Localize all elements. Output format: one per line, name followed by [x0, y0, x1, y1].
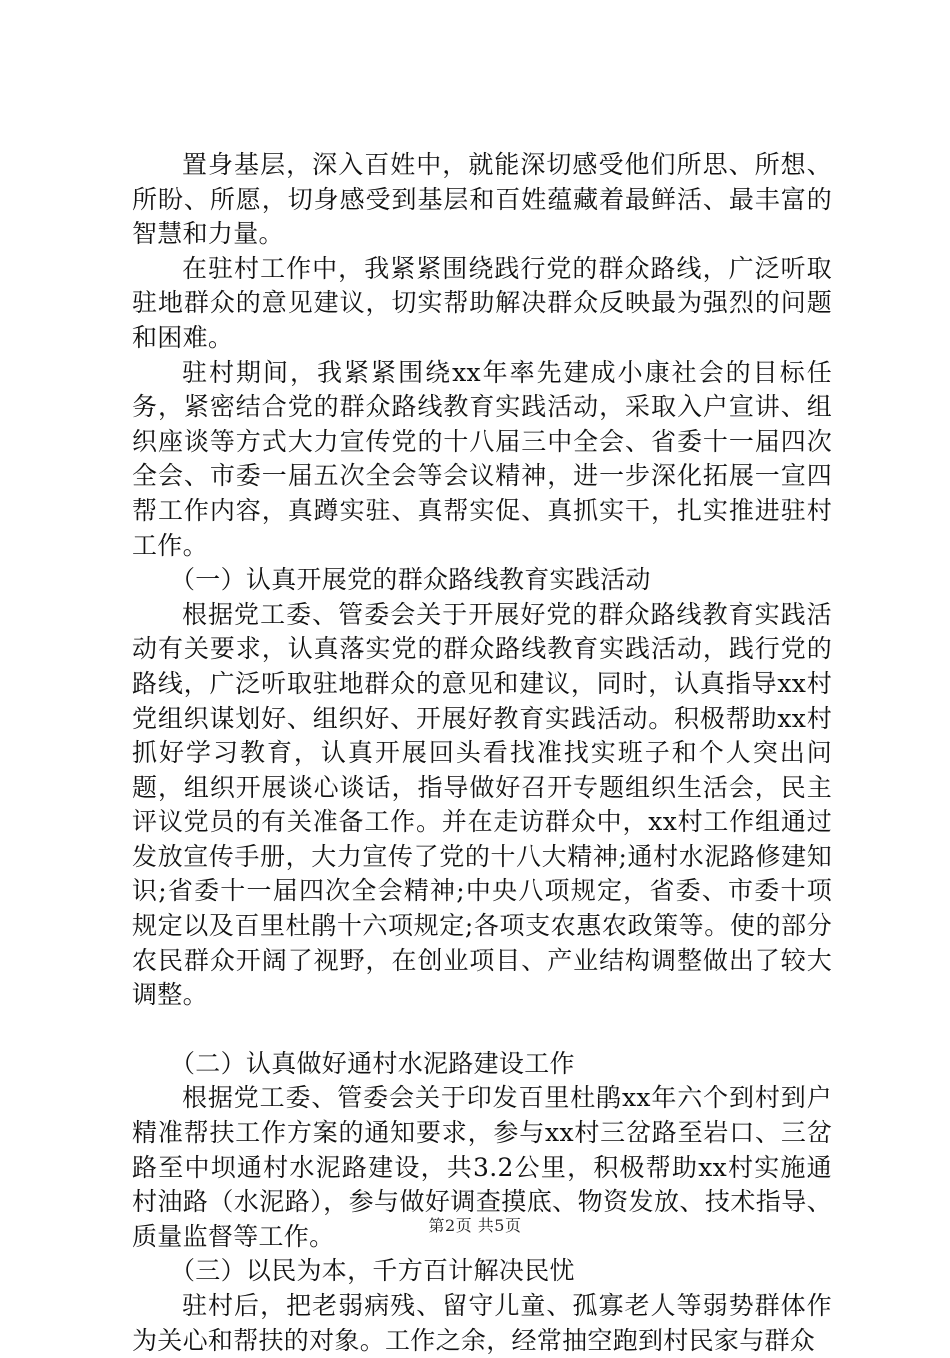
blank-line	[132, 1013, 832, 1047]
section-heading-3: （三）以民为本，千方百计解决民忧	[170, 1256, 575, 1286]
section-heading-1: （一）认真开展党的群众路线教育实践活动	[170, 565, 651, 595]
paragraph-4: 根据党工委、管委会关于开展好党的群众路线教育实践活动有关要求，认真落实党的群众路线教育实践活动，践行党的路线，广泛听取驻地群众的意见和建议，同时，认真指导xx村党组织谋划好、组织好、开展好教育实践活动。积极帮助xx村抓好学习教育，认真开展回头看找准找实班子和个人突出问题，组织开展谈心谈话，指导做好召开专题组织生活会，民主评议党员的有关准备工作。并在走访群众中，xx村工作组通过发放宣传手册，大力宣传了党的十八大精神;通村水泥路修建知识;省委十一届四次全会精神;中央八项规定，省委、市委十项规定以及百里杜鹃十六项规定;各项支农惠农政策等。使的部分农民群众开阔了视野，在创业项目、产业结构调整做出了较大调整。	[132, 599, 832, 1010]
section-heading-2: （二）认真做好通村水泥路建设工作	[170, 1048, 575, 1078]
document-body	[132, 148, 832, 1358]
paragraph-3: 驻村期间，我紧紧围绕xx年率先建成小康社会的目标任务，紧密结合党的群众路线教育实践活动，采取入户宣讲、组织座谈等方式大力宣传党的十八届三中全会、省委十一届四次全会、市委一届五次全会等会议精神，进一步深化拓展一宣四帮工作内容，真蹲实驻、真帮实促、真抓实干，扎实推进驻村工作。	[132, 357, 832, 560]
paragraph-6: 驻村后，把老弱病残、留守儿童、孤寡老人等弱势群体作为关心和帮扶的对象。工作之余，经常抽空跑到村民家与群众	[132, 1291, 832, 1355]
paragraph-1: 置身基层，深入百姓中，就能深切感受他们所思、所想、所盼、所愿，切身感受到基层和百姓蕴藏着最鲜活、最丰富的智慧和力量。	[132, 150, 832, 249]
paragraph-2: 在驻村工作中，我紧紧围绕践行党的群众路线，广泛听取驻地群众的意见建议，切实帮助解决群众反映最为强烈的问题和困难。	[132, 253, 832, 352]
page-number-footer: 第2页 共5页	[428, 1216, 522, 1235]
paragraph-5: 根据党工委、管委会关于印发百里杜鹃xx年六个到村到户精准帮扶工作方案的通知要求，参与xx村三岔路至岩口、三岔路至中坝通村水泥路建设，共3.2公里，积极帮助xx村实施通村油路（水泥路），参与做好调查摸底、物资发放、技术指导、质量监督等工作。	[132, 1083, 832, 1251]
